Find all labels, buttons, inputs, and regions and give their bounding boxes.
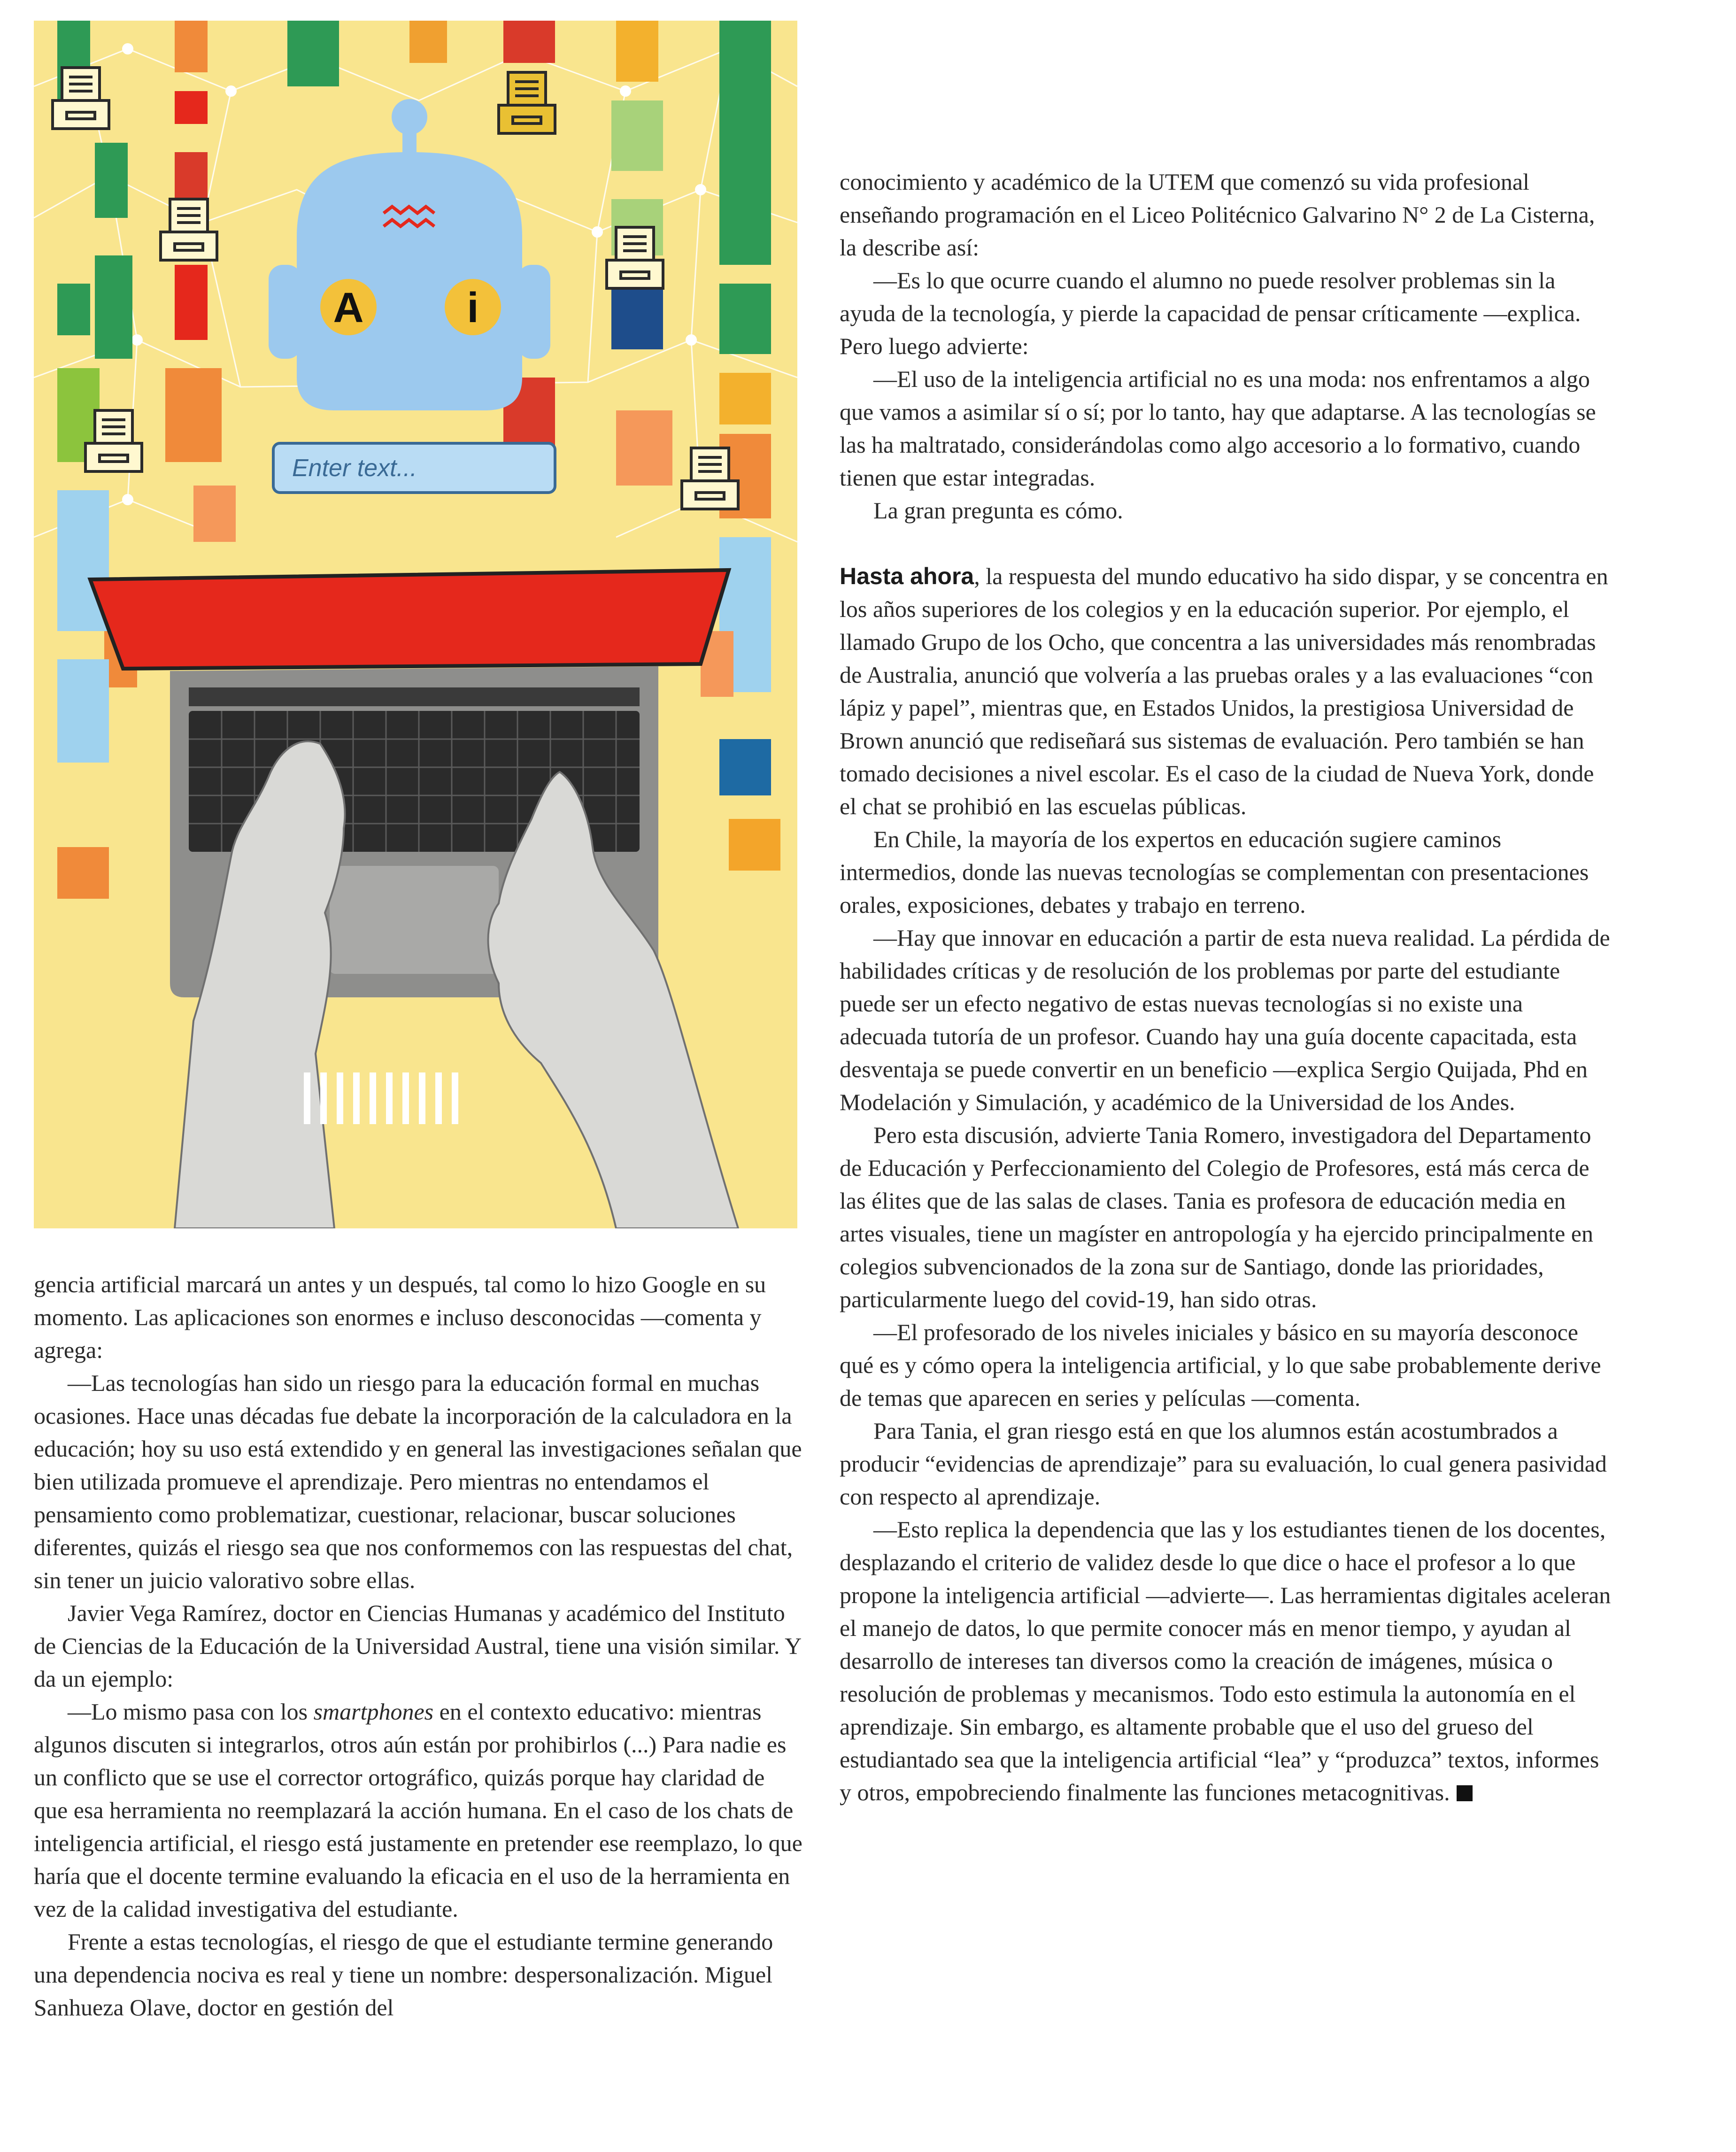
paragraph: Frente a estas tecnologías, el riesgo de que el estudiante termine generando una dependencia nociva es real y tiene un nombre: despersonalización. Miguel Sanhueza Olave, doctor en gestión del xyxy=(34,1928,773,2021)
paragraph xyxy=(840,1513,1614,1809)
robot-eye-a xyxy=(320,279,377,335)
paragraph-text: en el contexto educativo: mientras algunos discuten si integrarlos, otros aún están por prohibirlos (...) Para nadie es un conflicto que se use el corrector ortográfico, quizás porque hay claridad de que esa herramienta no reemplazará la acción humana. En el caso de los chats de inteligencia artificial, el riesgo está justamente en pretender ese reemplazo, lo que haría que el docente termine evaluando la eficacia en el uso de la herramienta en vez de la calidad investigativa del estudiante. xyxy=(34,1698,802,1922)
paragraph-text: —Lo mismo pasa con los xyxy=(68,1698,314,1725)
end-of-article-mark xyxy=(1457,1785,1473,1801)
paragraph: La gran pregunta es cómo. xyxy=(873,497,1123,524)
ai-laptop-illustration xyxy=(34,21,797,1228)
section-lead-in: Hasta ahora xyxy=(840,563,974,589)
paragraph: —Las tecnologías han sido un riesgo para la educación formal en muchas ocasiones. Hace unas décadas fue debate la incorporación de la calculadora en la educación; hoy su uso está extendido y en general las investigaciones señalan que bien utilizada promueve el aprendizaje. Pero mientras no entendamos el pensamiento como problematizar, cuestionar, relacionar, buscar soluciones diferentes, quizás el riesgo sea que nos conformemos con las respuestas del chat, sin tener un juicio valorativo sobre ellas. xyxy=(34,1370,802,1593)
right-text-column xyxy=(840,165,1614,1809)
robot-letter-i: i xyxy=(467,285,479,332)
input-placeholder: Enter text... xyxy=(292,455,417,482)
paragraph: En Chile, la mayoría de los expertos en educación sugiere caminos intermedios, donde las nuevas tecnologías se complementan con presentaciones orales, exposiciones, debates y trabajo en terreno. xyxy=(840,826,1589,918)
paragraph xyxy=(34,1695,804,1925)
left-text-column xyxy=(34,1268,804,2024)
paragraph: —Hay que innovar en educación a partir de esta nueva realidad. La pérdida de habilidades críticas y de resolución de los problemas por parte del estudiante puede ser un efecto negativo de estas nuevas tecnologías si no existe una adecuada tutoría de un profesor. Cuando hay una guía docente capacitada, esta desventaja se puede convertir en un beneficio —explica Sergio Quijada, Phd en Modelación y Simulación, y académico de la Universidad de los Andes. xyxy=(840,925,1610,1115)
paragraph: gencia artificial marcará un antes y un después, tal como lo hizo Google en su momento. Las aplicaciones son enormes e incluso desconocidas —comenta y agrega: xyxy=(34,1271,766,1363)
robot-eye-i xyxy=(445,279,501,335)
paragraph-text: , la respuesta del mundo educativo ha sido dispar, y se concentra en los años superiores de los colegios y en la educación superior. Por ejemplo, el llamado Grupo de los Ocho, que concentra a las universidades más renombradas de Australia, anunció que volvería a las pruebas orales y a las evaluaciones “con lápiz y papel”, mientras que, en Estados Unidos, la prestigiosa Universidad de Brown anunció que rediseñará sus sistemas de evaluación. Pero también se han tomado decisiones a nivel escolar. Es el caso de la ciudad de Nueva York, donde el chat se prohibió en las escuelas públicas. xyxy=(840,563,1608,819)
paragraph: —Es lo que ocurre cuando el alumno no puede resolver problemas sin la ayuda de la tecnología, y pierde la capacidad de pensar críticamente —explica. Pero luego advierte: xyxy=(840,267,1581,359)
paragraph: —El uso de la inteligencia artificial no es una moda: nos enfrentamos a algo que vamos a asimilar sí o sí; por lo tanto, hay que adaptarse. A las tecnologías se las ha maltratado, considerándolas como algo accesorio a lo formativo, cuando tienen que estar integradas. xyxy=(840,366,1596,491)
paragraph: conocimiento y académico de la UTEM que comenzó su vida profesional enseñando programación en el Liceo Politécnico Galvarino N° 2 de La Cisterna, la describe así: xyxy=(840,169,1595,261)
paragraph-text: —Esto replica la dependencia que las y los estudiantes tienen de los docentes, desplazando el criterio de validez desde lo que dice o hace el profesor a lo que propone la inteligencia artificial —advierte—. Las herramientas digitales aceleran el manejo de datos, lo que permite conocer más en menor tiempo, y ayudan al desarrollo de intereses tan diversos como la creación de imágenes, música o resolución de problemas y mecanismos. Todo esto estimula la autonomía en el aprendizaje. Sin embargo, es altamente probable que el uso del grueso del estudiantado sea que la inteligencia artificial “lea” y “produzca” textos, informes y otros, empobreciendo finalmente las funciones metacognitivas. xyxy=(840,1516,1611,1805)
robot-mouth-input xyxy=(273,443,555,493)
robot-letter-a: A xyxy=(333,285,364,332)
paragraph xyxy=(840,560,1614,823)
paragraph: Javier Vega Ramírez, doctor en Ciencias Humanas y académico del Instituto de Ciencias de la Educación de la Universidad Austral, tiene una visión similar. Y da un ejemplo: xyxy=(34,1600,801,1692)
paragraph: Pero esta discusión, advierte Tania Romero, investigadora del Departamento de Educación y Perfeccionamiento del Colegio de Profesores, está más cerca de las élites que de las salas de clases. Tania es profesora de educación media en artes visuales, tiene un magíster en antropología y ha ejercido principalmente en colegios subvencionados de la zona sur de Santiago, donde las prioridades, particularmente luego del covid-19, han sido otras. xyxy=(840,1122,1593,1312)
section-gap xyxy=(840,527,1614,560)
paragraph: Para Tania, el gran riesgo está en que los alumnos están acostumbrados a producir “evidencias de aprendizaje” para su evaluación, lo cual genera pasividad con respecto al aprendizaje. xyxy=(840,1418,1607,1510)
emphasis-smartphones: smartphones xyxy=(313,1698,434,1725)
paragraph: —El profesorado de los niveles iniciales y básico en su mayoría desconoce qué es y cómo opera la inteligencia artificial, y lo que sabe probablemente derive de temas que aparecen en series y películas —comenta. xyxy=(840,1319,1601,1411)
